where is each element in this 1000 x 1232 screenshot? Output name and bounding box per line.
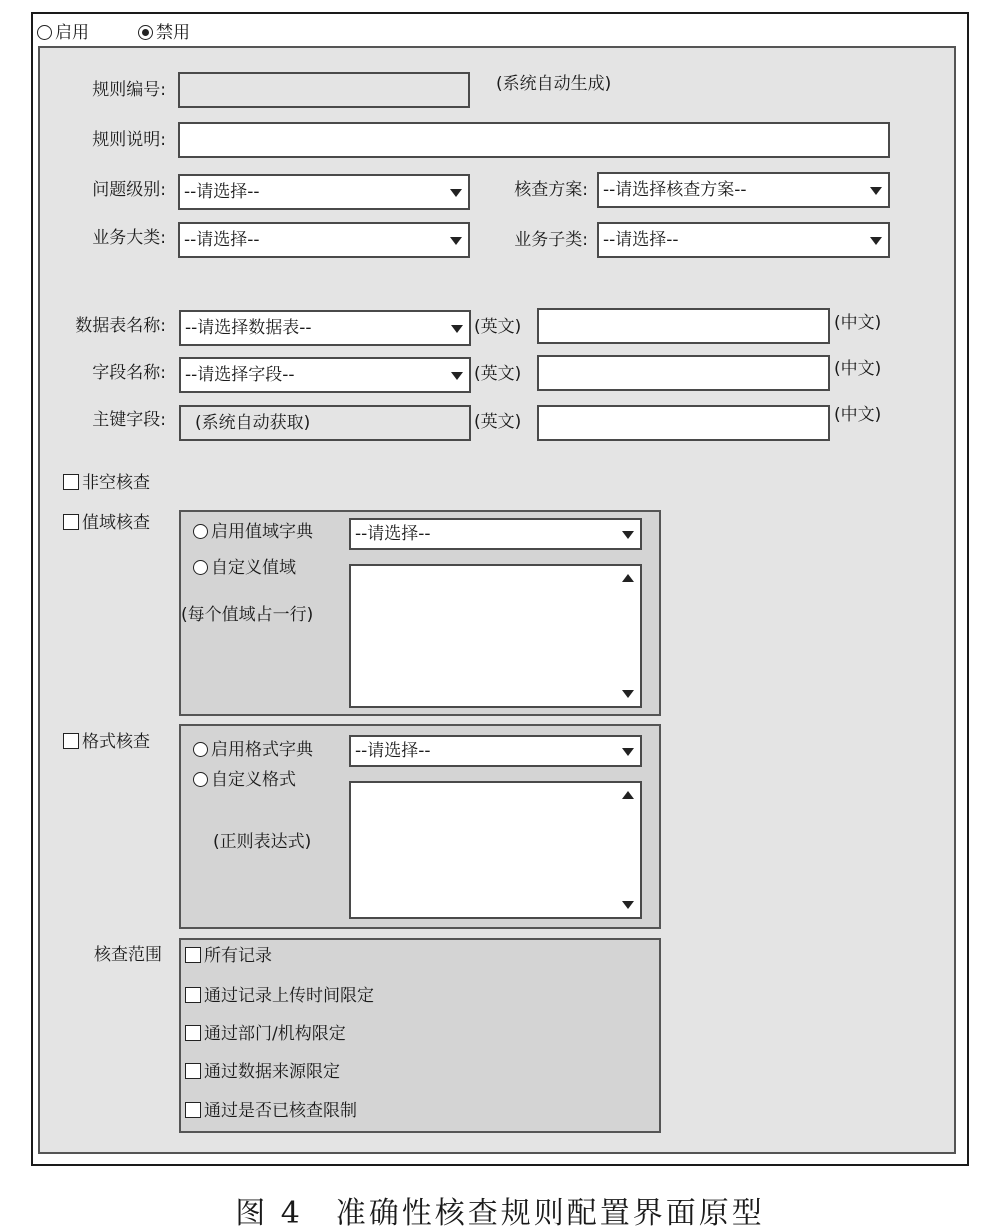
- rule-id-field: [178, 72, 470, 108]
- scroll-down-icon[interactable]: [622, 690, 634, 698]
- radio-icon: [193, 772, 208, 787]
- domain-dict-radio[interactable]: 启用值域字典: [193, 518, 313, 546]
- issue-level-select[interactable]: --请选择--: [178, 174, 470, 210]
- notnull-checkbox[interactable]: 非空核查: [63, 470, 150, 496]
- issue-level-label: 问题级别:: [92, 180, 166, 200]
- format-dict-select[interactable]: --请选择--: [349, 735, 642, 767]
- figure-caption: 图 4 准确性核查规则配置界面原型: [235, 1196, 765, 1231]
- chevron-down-icon: [450, 189, 462, 197]
- chevron-down-icon: [450, 237, 462, 245]
- table-cn-label: (中文): [834, 313, 882, 333]
- table-en-label: (英文): [474, 317, 522, 337]
- radio-selected-icon: [138, 25, 153, 40]
- scroll-up-icon[interactable]: [622, 791, 634, 799]
- pk-cn-input[interactable]: [537, 405, 830, 441]
- checkbox-icon: [63, 733, 79, 749]
- field-cn-label: (中文): [834, 359, 882, 379]
- status-enable-radio[interactable]: 启用: [37, 20, 89, 46]
- checkbox-icon: [185, 1025, 201, 1041]
- field-en-label: (英文): [474, 364, 522, 384]
- scope-option[interactable]: 所有记录: [185, 943, 272, 969]
- pk-en-label: (英文): [474, 412, 522, 432]
- biz-minor-label: 业务子类:: [514, 230, 588, 250]
- domain-check-checkbox[interactable]: 值域核查: [63, 510, 150, 536]
- biz-major-select[interactable]: --请选择--: [178, 222, 470, 258]
- scope-option[interactable]: 通过是否已核查限制: [185, 1098, 357, 1124]
- scroll-up-icon[interactable]: [622, 574, 634, 582]
- checkbox-icon: [185, 987, 201, 1003]
- scope-option[interactable]: 通过记录上传时间限定: [185, 983, 374, 1009]
- radio-icon: [37, 25, 52, 40]
- table-select[interactable]: --请选择数据表--: [179, 310, 471, 346]
- checkbox-icon: [185, 1102, 201, 1118]
- radio-icon: [193, 742, 208, 757]
- domain-hint: (每个值域占一行): [181, 605, 314, 625]
- rule-id-note: (系统自动生成): [496, 74, 612, 94]
- format-custom-radio[interactable]: 自定义格式: [193, 766, 296, 794]
- field-name-label: 字段名称:: [92, 363, 166, 383]
- check-plan-select[interactable]: --请选择核查方案--: [597, 172, 890, 208]
- domain-dict-select[interactable]: --请选择--: [349, 518, 642, 550]
- scroll-down-icon[interactable]: [622, 901, 634, 909]
- chevron-down-icon: [622, 748, 634, 756]
- radio-icon: [193, 560, 208, 575]
- pk-label: 主键字段:: [92, 410, 166, 430]
- rule-desc-input[interactable]: [178, 122, 890, 158]
- checkbox-icon: [185, 1063, 201, 1079]
- check-plan-label: 核查方案:: [514, 180, 588, 200]
- checkbox-icon: [185, 947, 201, 963]
- scope-option[interactable]: 通过数据来源限定: [185, 1059, 340, 1085]
- chevron-down-icon: [622, 531, 634, 539]
- domain-custom-textarea[interactable]: [349, 564, 642, 708]
- chevron-down-icon: [870, 187, 882, 195]
- radio-icon: [193, 524, 208, 539]
- biz-major-label: 业务大类:: [92, 228, 166, 248]
- checkbox-icon: [63, 474, 79, 490]
- scope-label: 核查范围: [94, 945, 162, 965]
- field-select[interactable]: --请选择字段--: [179, 357, 471, 393]
- domain-custom-radio[interactable]: 自定义值域: [193, 554, 296, 582]
- chevron-down-icon: [451, 325, 463, 333]
- pk-cn-label: (中文): [834, 405, 882, 425]
- checkbox-icon: [63, 514, 79, 530]
- rule-id-label: 规则编号:: [92, 80, 166, 100]
- format-hint: (正则表达式): [213, 832, 312, 852]
- rule-desc-label: 规则说明:: [92, 130, 166, 150]
- chevron-down-icon: [870, 237, 882, 245]
- pk-field: (系统自动获取): [179, 405, 471, 441]
- format-check-checkbox[interactable]: 格式核查: [63, 729, 150, 755]
- chevron-down-icon: [451, 372, 463, 380]
- format-custom-textarea[interactable]: [349, 781, 642, 919]
- table-cn-input[interactable]: [537, 308, 830, 344]
- scope-option[interactable]: 通过部门/机构限定: [185, 1021, 346, 1047]
- format-dict-radio[interactable]: 启用格式字典: [193, 736, 313, 764]
- status-disable-radio[interactable]: 禁用: [138, 20, 190, 46]
- table-name-label: 数据表名称:: [75, 316, 166, 336]
- field-cn-input[interactable]: [537, 355, 830, 391]
- biz-minor-select[interactable]: --请选择--: [597, 222, 890, 258]
